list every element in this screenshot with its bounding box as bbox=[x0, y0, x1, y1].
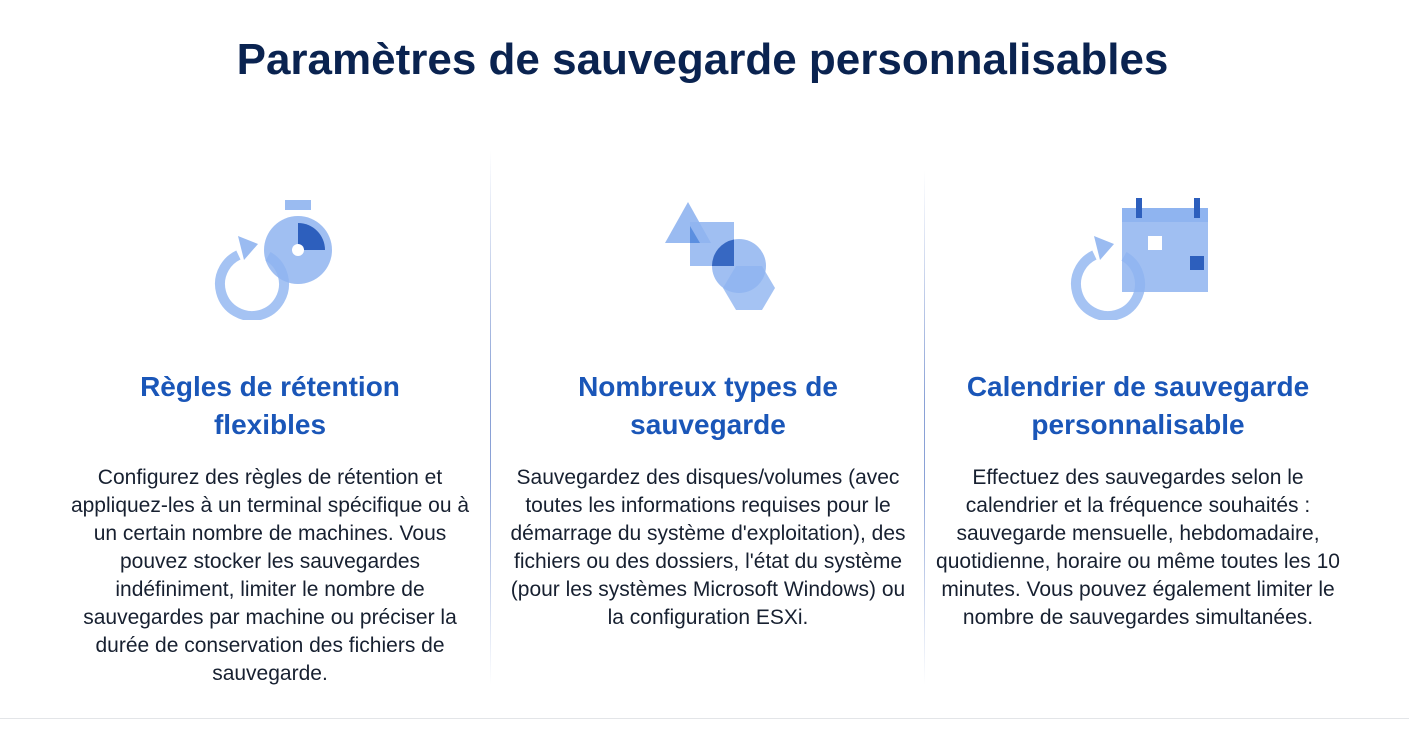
feature-schedule bbox=[923, 180, 1353, 632]
column-divider bbox=[490, 150, 491, 685]
schedule-calendar-icon bbox=[1068, 180, 1208, 320]
feature-title bbox=[928, 368, 1348, 444]
feature-title-line: Calendrier de sauvegarde bbox=[966, 371, 1310, 402]
feature-title bbox=[498, 368, 918, 444]
feature-title-line: sauvegarde bbox=[630, 409, 786, 440]
backup-types-shapes-icon bbox=[638, 180, 778, 320]
feature-title-line: personnalisable bbox=[1031, 409, 1245, 440]
retention-stopwatch-icon bbox=[200, 180, 340, 320]
feature-title-line: flexibles bbox=[213, 409, 327, 440]
feature-description: Effectuez des sauvegardes selon le calendrier et la fréquence souhaités : sauvegarde mensuelle, hebdomadaire, quotidienne, horaire ou même toutes les 10 minutes. Vous pouvez également limiter le nombre de sauvegardes simultanées. bbox=[936, 466, 1340, 629]
feature-description: Sauvegardez des disques/volumes (avec toutes les informations requises pour le démarrage du système d'exploitation), des fichiers ou des dossiers, l'état du système (pour les systèmes Microsoft Windows) ou la configuration ESXi. bbox=[510, 466, 906, 629]
feature-backup-types bbox=[493, 180, 923, 632]
feature-description: Configurez des règles de rétention et appliquez-les à un terminal spécifique ou à un certain nombre de machines. Vous pouvez stocker les sauvegardes indéfiniment, limiter le nombre de sauvegardes par machine ou préciser la durée de conservation des fichiers de sauvegarde. bbox=[70, 466, 470, 685]
bottom-divider bbox=[0, 718, 1409, 719]
page-title: Paramètres de sauvegarde personnalisables bbox=[236, 35, 1169, 84]
feature-title-line: Règles de rétention bbox=[140, 371, 400, 402]
feature-retention bbox=[55, 180, 485, 688]
feature-title bbox=[60, 368, 480, 444]
feature-title-line: Nombreux types de bbox=[578, 371, 838, 402]
